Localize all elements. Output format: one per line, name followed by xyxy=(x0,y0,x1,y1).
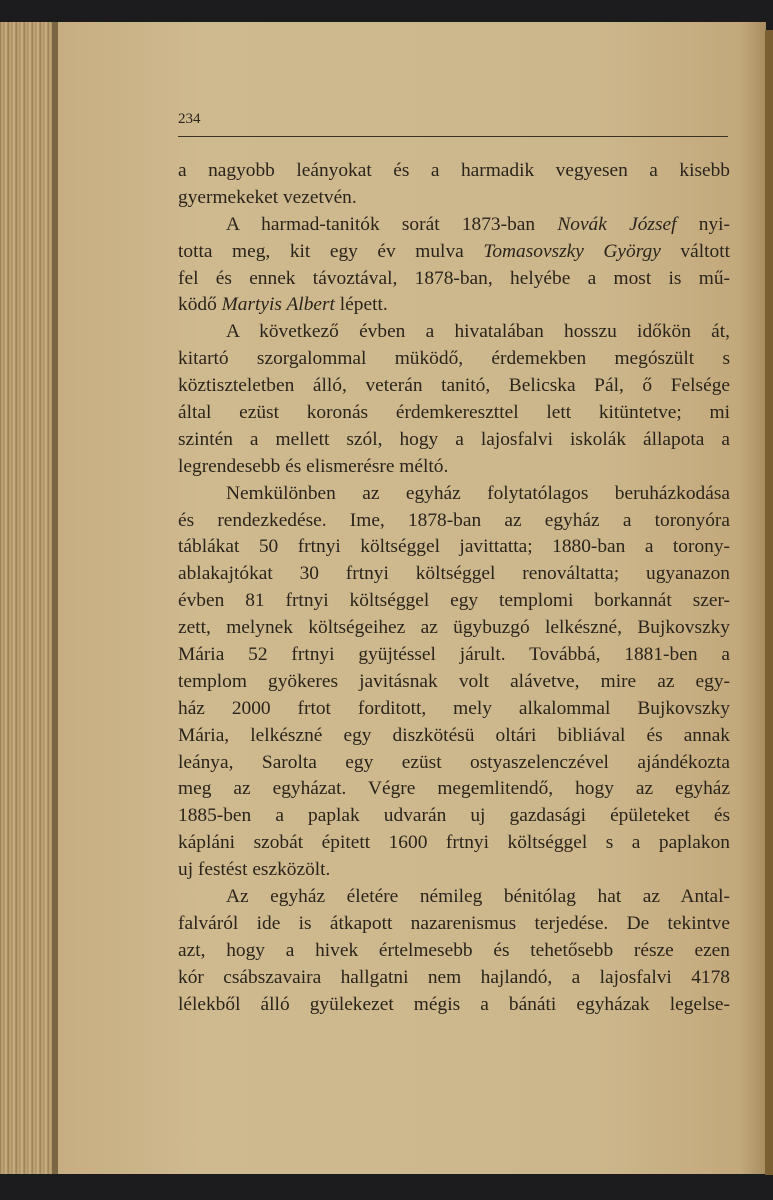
text-line xyxy=(178,696,730,723)
text-segment: A következő évben a hivatalában hosszu időkön át, xyxy=(226,321,730,343)
text-line xyxy=(178,588,730,615)
text-segment: ködő xyxy=(178,294,222,316)
text-line xyxy=(178,454,730,481)
text-line xyxy=(178,992,730,1019)
text-line xyxy=(178,212,730,239)
text-line xyxy=(178,561,730,588)
text-segment: zett, melynek költségeihez az ügybuzgó lelkészné, Bujkovszky xyxy=(178,617,730,639)
text-segment: kápláni szobát épitett 1600 frtnyi költséggel s a paplakon xyxy=(178,832,730,854)
running-header xyxy=(178,108,728,137)
text-line xyxy=(178,669,730,696)
text-line xyxy=(178,803,730,830)
text-line xyxy=(178,427,730,454)
text-line xyxy=(178,830,730,857)
text-segment: a nagyobb leányokat és a harmadik vegyesen a kisebb xyxy=(178,160,730,181)
text-line xyxy=(178,292,730,319)
text-segment: uj festést eszközölt. xyxy=(178,859,331,881)
italic-name: Novák József xyxy=(557,213,677,235)
text-segment: és rendezkedése. Ime, 1878-ban az egyház a toronyóra xyxy=(178,509,730,531)
text-segment: lélekből álló gyülekezet mégis a bánáti egyházak legelse- xyxy=(178,993,730,1015)
text-segment: Nemkülönben az egyház folytatólagos beruházkodása xyxy=(226,482,730,504)
text-segment: meg az egyházat. Végre megemlitendő, hogy az egyház xyxy=(178,778,730,800)
text-line xyxy=(178,938,730,965)
text-line xyxy=(178,158,730,185)
text-segment: A harmad-tanitók sorát 1873-ban xyxy=(226,213,558,235)
text-line xyxy=(178,373,730,400)
text-segment: 1885-ben a paplak udvarán uj gazdasági épületeket és xyxy=(178,805,730,827)
page-stack-edge xyxy=(0,22,58,1174)
text-segment: azt, hogy a hivek értelmesebb és tehetősebb része ezen xyxy=(178,939,730,961)
text-segment: által ezüst koronás érdemkereszttel lett kitüntetve; mi xyxy=(178,402,730,424)
text-line xyxy=(178,346,730,373)
text-segment: ablakajtókat 30 frtnyi költséggel renováltatta; ugyanazon xyxy=(178,563,730,585)
text-line xyxy=(178,400,730,427)
italic-name: Martyis Albert xyxy=(221,294,335,316)
text-segment: templom gyökeres javitásnak volt alávetve, mire az egy- xyxy=(178,670,730,692)
text-line xyxy=(178,319,730,346)
text-line xyxy=(178,481,730,508)
text-line xyxy=(178,884,730,911)
text-line xyxy=(178,642,730,669)
text-segment: Mária 52 frtnyi gyüjtéssel járult. Továbbá, 1881-ben a xyxy=(178,644,730,666)
text-segment: köztiszteletben álló, veterán tanitó, Belicska Pál, ő Felsége xyxy=(178,375,730,397)
page-number: 234 xyxy=(178,111,201,127)
text-line xyxy=(178,911,730,938)
text-line xyxy=(178,857,730,884)
text-line xyxy=(178,615,730,642)
text-segment: váltott xyxy=(660,240,730,262)
text-segment: lépett. xyxy=(334,294,388,316)
text-segment: szintén a mellett szól, hogy a lajosfalvi iskolák állapota a xyxy=(178,428,730,450)
text-segment: Az egyház életére némileg bénitólag hat az Antal- xyxy=(226,886,730,908)
text-segment: fel és ennek távoztával, 1878-ban, helyébe a most is mű- xyxy=(178,267,730,289)
text-segment: legrendesebb és elismerésre méltó. xyxy=(178,455,449,477)
text-line xyxy=(178,776,730,803)
text-segment: ház 2000 frtot forditott, mely alkalommal Bujkovszky xyxy=(178,697,730,719)
book-spine-edge xyxy=(765,30,773,1175)
text-segment: évben 81 frtnyi költséggel egy templomi borkannát szer- xyxy=(178,590,730,612)
italic-name: Tomasovszky György xyxy=(483,240,661,262)
body-text xyxy=(178,158,730,1019)
text-line xyxy=(178,723,730,750)
text-line xyxy=(178,750,730,777)
text-line xyxy=(178,239,730,266)
text-line xyxy=(178,508,730,535)
text-segment: nyi- xyxy=(676,213,730,235)
text-line xyxy=(178,266,730,293)
text-segment: táblákat 50 frtnyi költséggel javittatta; 1880-ban a torony- xyxy=(178,536,730,558)
text-line xyxy=(178,185,730,212)
text-segment: kór csábszavaira hallgatni nem hajlandó, a lajosfalvi 4178 xyxy=(178,966,730,988)
text-segment: falváról ide is átkapott nazarenismus terjedése. De tekintve xyxy=(178,912,730,934)
text-line xyxy=(178,534,730,561)
text-segment: leánya, Sarolta egy ezüst ostyaszelenczével ajándékozta xyxy=(178,751,730,773)
text-segment: totta meg, kit egy év mulva xyxy=(178,240,484,262)
text-segment: kitartó szorgalommal müködő, érdemekben megószült s xyxy=(178,348,730,370)
text-line xyxy=(178,965,730,992)
text-segment: Mária, lelkészné egy diszkötésü oltári bibliával és annak xyxy=(178,724,730,746)
text-segment: gyermekeket vezetvén. xyxy=(178,186,357,208)
